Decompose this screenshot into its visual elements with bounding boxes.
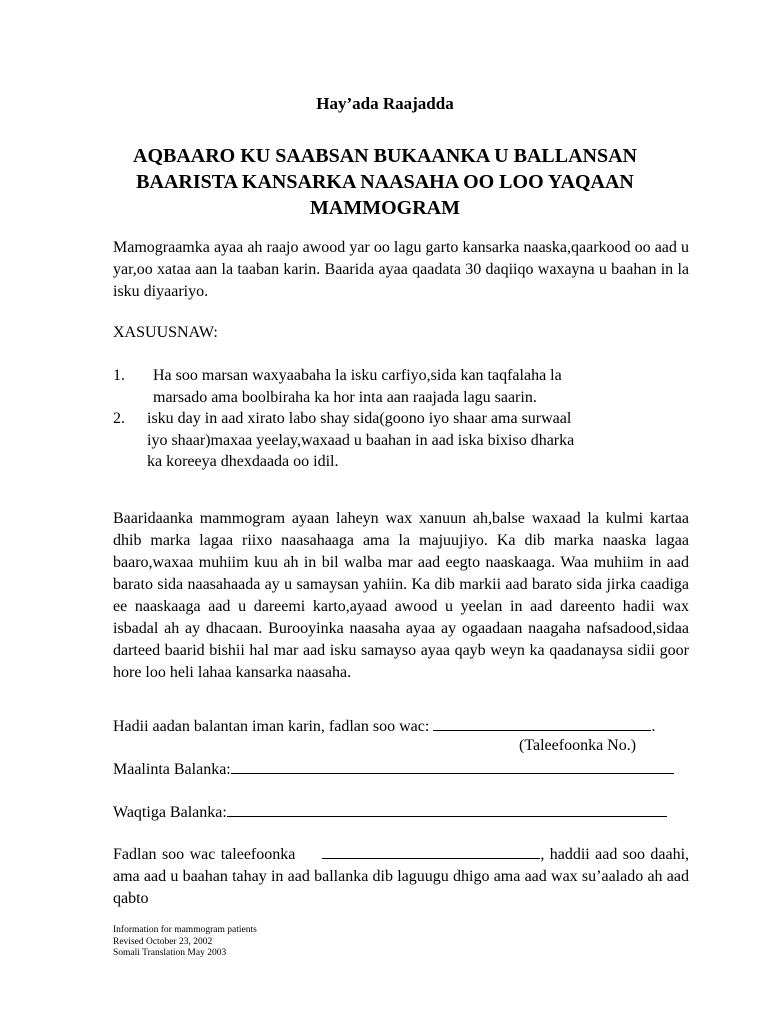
organization-name: Hay’ada Raajadda (316, 94, 454, 113)
list-item-number: 2. (113, 410, 125, 427)
phone-blank[interactable] (433, 715, 651, 731)
list-item-text: Ha soo marsan waxyaabaha la isku carfiyo,sida kan taqfalaha la marsado ama boolbiraha ka hor inta aan raajada lagu saarin. (153, 367, 562, 406)
closing-part2: , haddii aad soo daahi, ama aad u baahan tahay in aad ballanka dib laguugu dhigo ama aad wax su’aalado ah aad qabto (113, 846, 690, 907)
list-item (113, 365, 593, 408)
list-item-number: 1. (113, 367, 125, 384)
footer-line: Somali Translation May 2003 (113, 948, 227, 958)
time-label: Waqtiga Balanka: (113, 804, 227, 821)
phone-caption: (Taleefoonka No.) (519, 737, 637, 754)
footer-line: Revised October 23, 2002 (113, 936, 213, 947)
call-end: . (651, 718, 656, 735)
remember-heading: XASUUSNAW: (113, 324, 218, 341)
intro-paragraph: Mamograamka ayaa ah raajo awood yar oo lagu garto kansarka naaska,qaarkood oo aad u yar,oo xataa aan la taaban karin. Baarida ayaa qaadata 30 daqiiqo waxayna u baahan in la isku diyaariyo. (113, 239, 689, 300)
footer-line: Information for mammogram patients (113, 925, 257, 935)
date-line (113, 758, 674, 781)
date-blank[interactable] (231, 758, 674, 774)
call-line (113, 715, 655, 738)
body-paragraph: Baaridaanka mammogram ayaan laheyn wax xanuun ah,balse waxaad la kulmi kartaa dhib marka lagaa riixo naasahaaga ama la majuujiyo. Ka dib marka naaska lagaa baaro,waxaa muhiim kuu ah in bil walba mar aad eegto naaskaaga. Waa muhiim in aad barato sida naasahaada ay u samaysan yahiin. Ka dib markii aad barato sida jirka caadiga ee naaskaaga aad u dareemi karto,ayaad awood u yeelan in aad dareento hadii wax isbadal ah ay dhacaan. Burooyinka naasaha ayaa ay ogaadaan naagaha nafsadood,sidaa darteed baarid bishii hal mar aad isku samayso ayaa qayb weyn ka qaadanaysa sidii goor hore loo heli lahaa kansarka naasaha. (113, 510, 689, 681)
date-label: Maalinta Balanka: (113, 761, 231, 778)
reminder-list (113, 365, 593, 473)
closing-part1: Fadlan soo wac taleefoonka (113, 846, 296, 863)
document-title: AQBAARO KU SAABSAN BUKAANKA U BALLANSAN BAARISTA KANSARKA NAASAHA OO LOO YAQAAN MAMMOGRAM (133, 145, 637, 219)
call-label: Hadii aadan balantan iman karin, fadlan soo wac: (113, 718, 430, 735)
list-item (113, 408, 593, 473)
closing-paragraph (113, 843, 689, 910)
time-blank[interactable] (227, 801, 667, 817)
closing-phone-blank[interactable] (322, 843, 540, 859)
footer-notes (113, 925, 257, 960)
list-item-text: isku day in aad xirato labo shay sida(goono iyo shaar ama surwaal iyo shaar)maxaa yeelay,waxaad u baahan in aad iska bixiso dharka ka koreeya dhexdaada oo idil. (147, 410, 575, 470)
time-line (113, 801, 667, 824)
